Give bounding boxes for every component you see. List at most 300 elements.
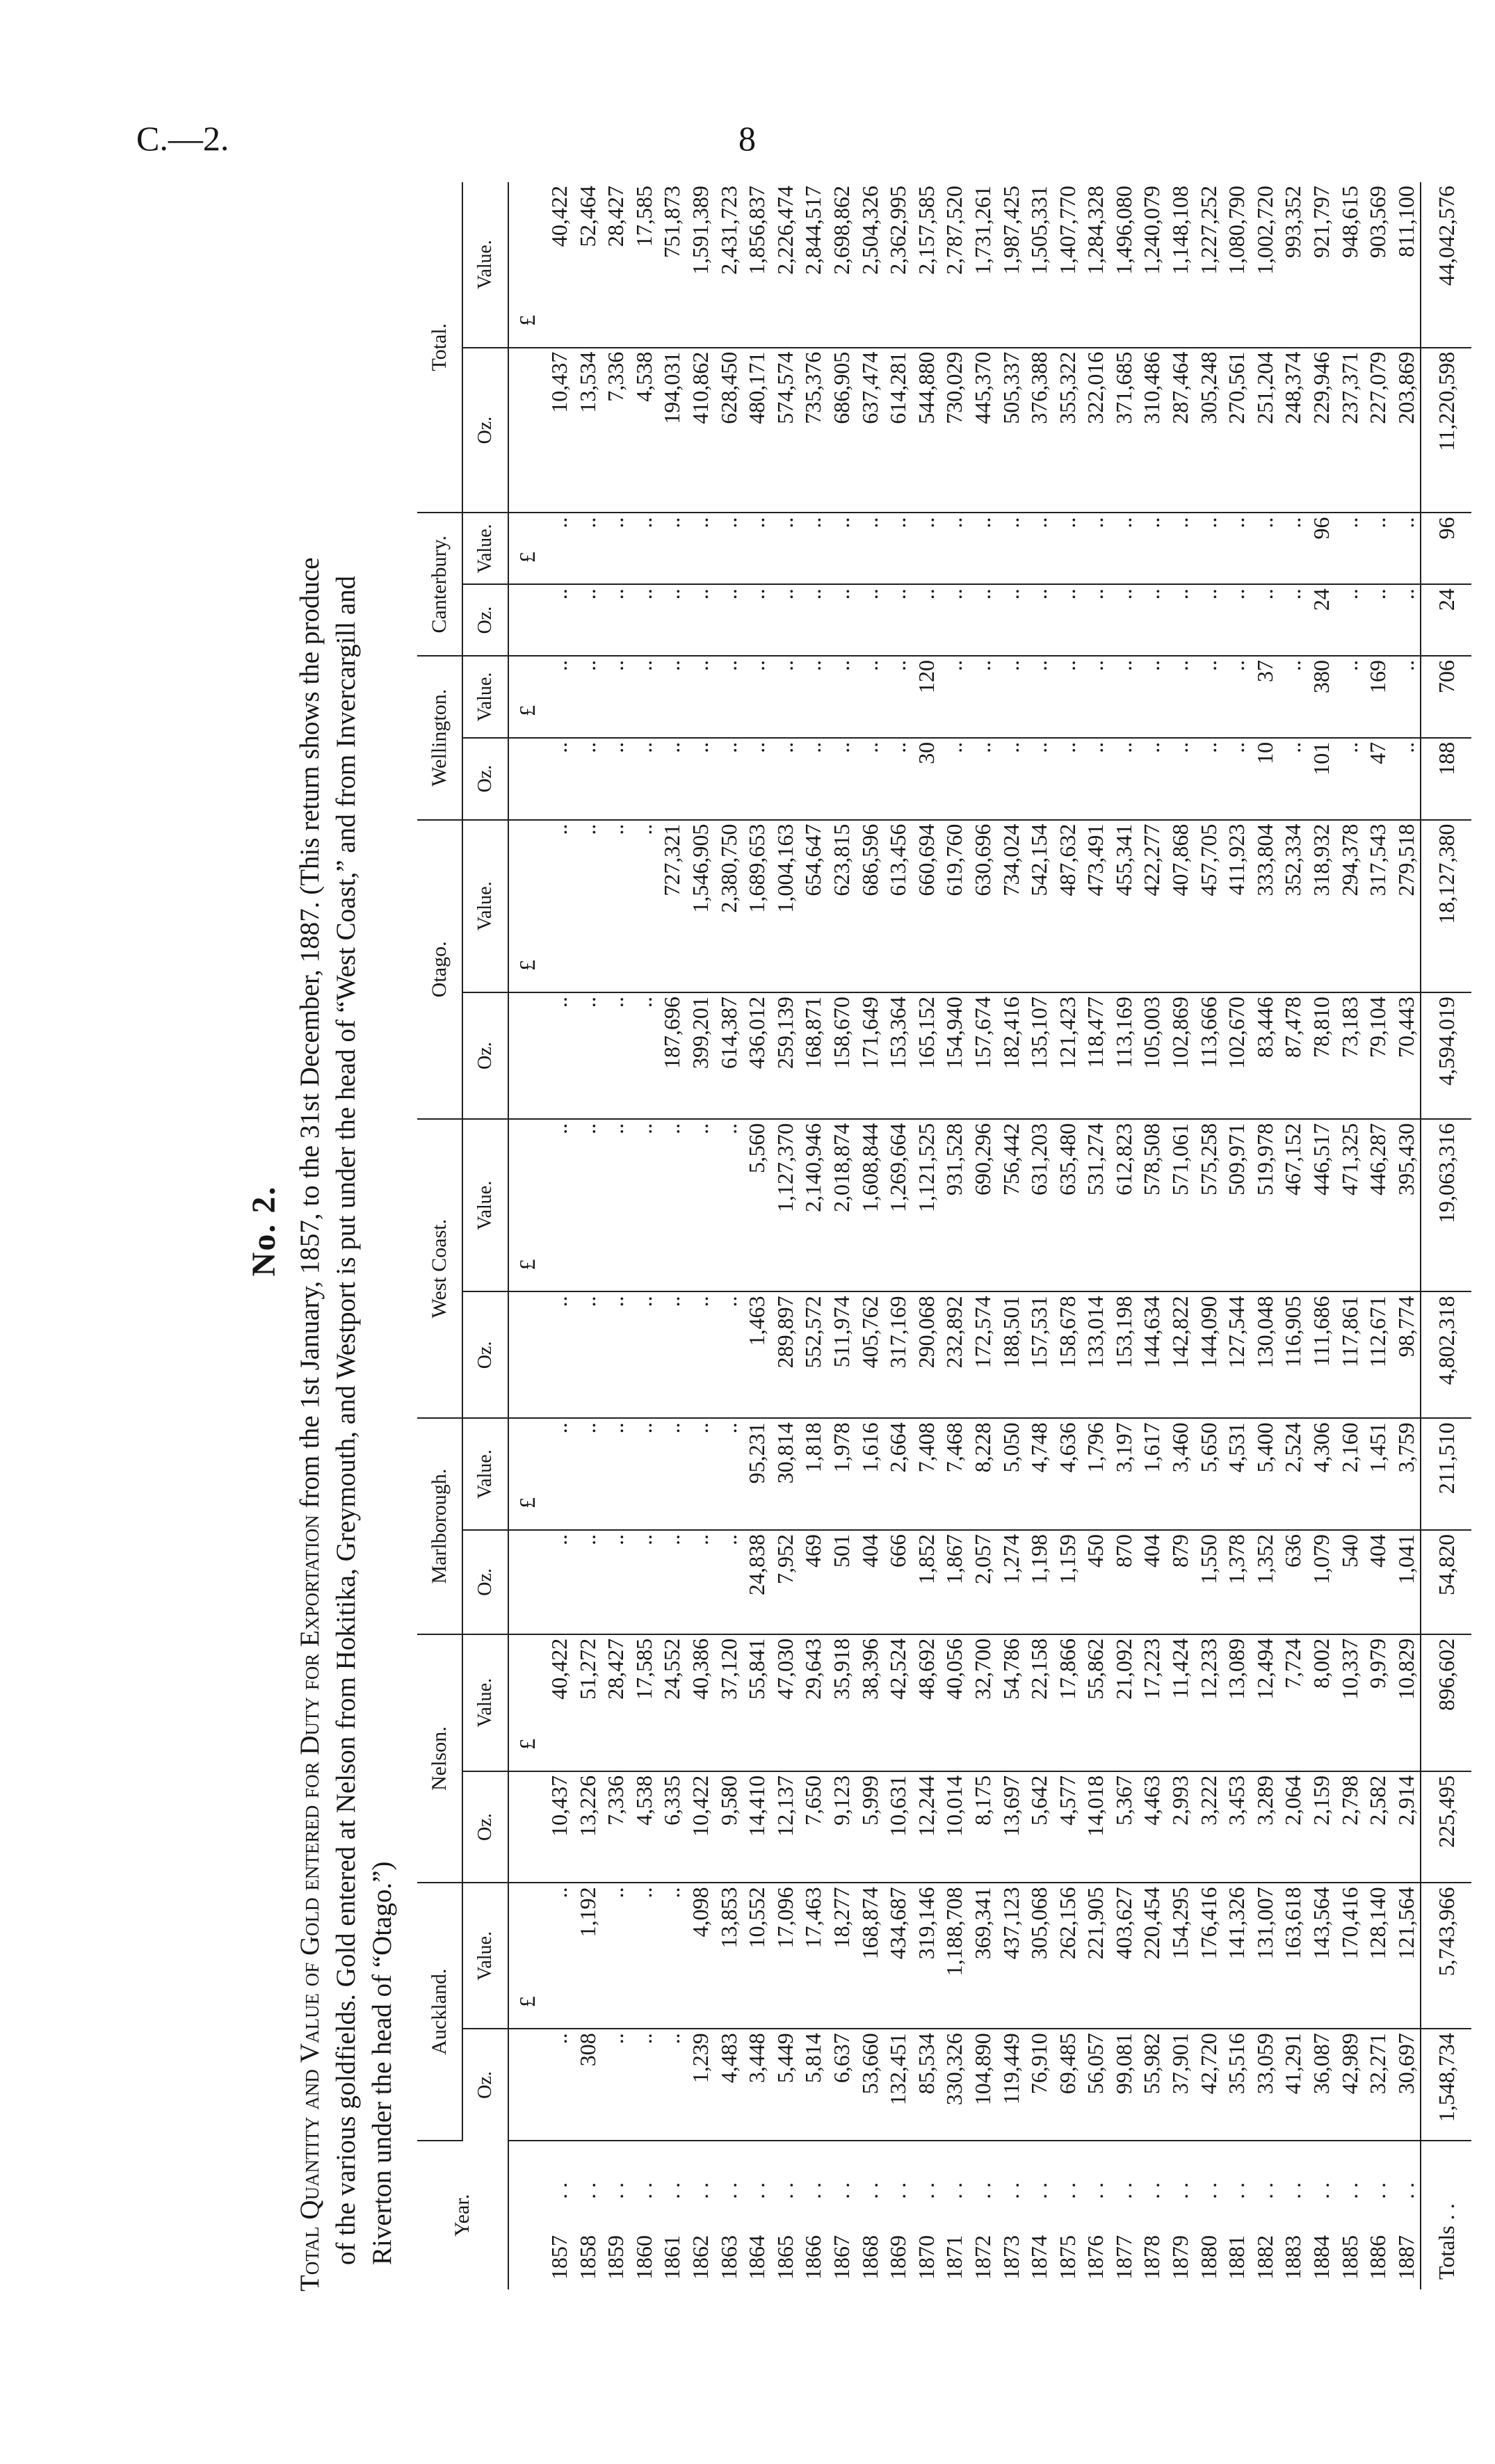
value-cell: 1,004,163: [771, 820, 800, 992]
value-cell: 12,233: [1195, 1634, 1223, 1771]
oz-cell: 203,869: [1392, 348, 1421, 513]
oz-cell: 4,538: [630, 348, 658, 513]
oz-cell: 10,014: [940, 1771, 969, 1883]
oz-cell: 153,198: [1110, 1291, 1138, 1418]
year-cell: [997, 2141, 1026, 2289]
value-cell: 55,862: [1081, 1634, 1110, 1771]
value-cell: 1,127,370: [771, 1119, 800, 1291]
value-cell: ..: [1336, 656, 1364, 738]
pound-sign: £: [508, 182, 545, 348]
table-row: [715, 182, 743, 2289]
total-value-cell: 706: [1421, 656, 1471, 738]
region-header: Total.: [417, 182, 462, 513]
oz-cell: 229,946: [1307, 348, 1336, 513]
oz-cell: 1,352: [1251, 1530, 1279, 1634]
value-cell: 32,700: [969, 1634, 997, 1771]
oz-cell: 182,416: [997, 992, 1026, 1119]
value-cell: 5,400: [1251, 1418, 1279, 1530]
table-row: [1110, 182, 1138, 2289]
oz-cell: 12,137: [771, 1771, 800, 1883]
caption-line-1: [292, 170, 328, 2292]
leader-dots: . .: [744, 2182, 770, 2199]
oz-cell: 404: [856, 1530, 884, 1634]
year-label: 1866: [800, 2235, 826, 2280]
value-cell: 1,451: [1364, 1418, 1392, 1530]
value-cell: ..: [658, 1883, 686, 2029]
oz-cell: 157,674: [969, 992, 997, 1119]
value-cell: ..: [912, 513, 941, 584]
oz-cell: ..: [856, 584, 884, 656]
year-label: 1882: [1252, 2235, 1277, 2280]
value-cell: ..: [601, 656, 630, 738]
oz-cell: ..: [658, 2029, 686, 2141]
oz-cell: 5,449: [771, 2029, 800, 2141]
total-value-cell: 5,743,966: [1421, 1883, 1471, 2029]
region-header: Auckland.: [417, 1883, 462, 2140]
oz-cell: 133,014: [1081, 1291, 1110, 1418]
total-oz-cell: 1,548,734: [1421, 2029, 1471, 2141]
year-label: 1872: [969, 2235, 995, 2280]
value-cell: 17,866: [1053, 1634, 1082, 1771]
value-cell: 403,627: [1110, 1883, 1138, 2029]
oz-cell: 98,774: [1392, 1291, 1421, 1418]
value-cell: 1,269,664: [884, 1119, 912, 1291]
oz-cell: ..: [771, 738, 800, 820]
value-cell: 319,146: [912, 1883, 941, 2029]
value-cell: 12,494: [1251, 1634, 1279, 1771]
oz-cell: 7,336: [601, 1771, 630, 1883]
value-cell: 22,158: [1025, 1634, 1053, 1771]
value-cell: 3,197: [1110, 1418, 1138, 1530]
value-cell: ..: [545, 820, 574, 992]
value-subheader: Value.: [462, 182, 508, 348]
value-cell: 487,632: [1053, 820, 1082, 992]
oz-cell: ..: [545, 584, 574, 656]
value-cell: 333,804: [1251, 820, 1279, 992]
table-row: [799, 182, 827, 2289]
oz-cell: 259,139: [771, 992, 800, 1119]
year-header: Year.: [417, 2141, 508, 2289]
leader-dots: . .: [603, 2182, 629, 2199]
value-cell: 2,157,585: [912, 182, 941, 348]
oz-cell: 85,534: [912, 2029, 941, 2141]
oz-cell: 10,437: [545, 348, 574, 513]
value-cell: 18,277: [827, 1883, 856, 2029]
value-cell: ..: [545, 513, 574, 584]
value-subheader: Value.: [462, 820, 508, 992]
value-cell: ..: [658, 1119, 686, 1291]
year-cell: [969, 2141, 997, 2289]
year-cell: [601, 2141, 630, 2289]
oz-cell: 10,631: [884, 1771, 912, 1883]
oz-cell: 445,370: [969, 348, 997, 513]
year-label: 1884: [1309, 2235, 1334, 2280]
value-cell: 921,797: [1307, 182, 1336, 348]
value-cell: 2,362,995: [884, 182, 912, 348]
value-cell: 407,868: [1166, 820, 1195, 992]
oz-cell: 399,201: [686, 992, 715, 1119]
value-cell: 434,687: [884, 1883, 912, 2029]
oz-subheader: Oz.: [462, 348, 508, 513]
oz-cell: ..: [1392, 584, 1421, 656]
value-cell: 24,552: [658, 1634, 686, 1771]
value-cell: 948,615: [1336, 182, 1364, 348]
leader-dots: . .: [631, 2182, 656, 2199]
value-cell: ..: [1025, 656, 1053, 738]
year-label: 1878: [1139, 2235, 1165, 2280]
oz-cell: 144,634: [1138, 1291, 1166, 1418]
oz-cell: 9,580: [715, 1771, 743, 1883]
value-cell: 473,491: [1081, 820, 1110, 992]
oz-cell: 7,336: [601, 348, 630, 513]
oz-cell: 187,696: [658, 992, 686, 1119]
oz-subheader: Oz.: [462, 2029, 508, 2141]
oz-subheader: Oz.: [462, 738, 508, 820]
table-row: [1025, 182, 1053, 2289]
value-cell: 734,024: [997, 820, 1026, 992]
oz-cell: 4,538: [630, 1771, 658, 1883]
value-cell: 1,284,328: [1081, 182, 1110, 348]
value-cell: 54,786: [997, 1634, 1026, 1771]
oz-cell: ..: [601, 1530, 630, 1634]
value-cell: 40,056: [940, 1634, 969, 1771]
oz-cell: 2,159: [1307, 1771, 1336, 1883]
value-cell: 686,596: [856, 820, 884, 992]
value-cell: 509,971: [1222, 1119, 1251, 1291]
currency-row-spacer: [508, 2141, 545, 2289]
value-cell: ..: [1110, 656, 1138, 738]
value-cell: ..: [1279, 656, 1307, 738]
oz-cell: ..: [601, 2029, 630, 2141]
value-cell: 21,092: [1110, 1634, 1138, 1771]
value-cell: 2,380,750: [715, 820, 743, 992]
table-row: [1195, 182, 1223, 2289]
oz-cell: 1,550: [1195, 1530, 1223, 1634]
value-cell: ..: [545, 1418, 574, 1530]
currency-row-spacer: [508, 2029, 545, 2141]
oz-cell: 42,989: [1336, 2029, 1364, 2141]
year-cell: [1392, 2141, 1421, 2289]
value-cell: 52,464: [574, 182, 602, 348]
table-number: No. 2.: [245, 1185, 282, 1277]
oz-cell: 251,204: [1251, 348, 1279, 513]
oz-cell: ..: [630, 584, 658, 656]
oz-cell: 24,838: [743, 1530, 771, 1634]
value-cell: ..: [545, 1883, 574, 2029]
oz-cell: 310,486: [1138, 348, 1166, 513]
value-cell: 380: [1307, 656, 1336, 738]
document-reference: C.—2.: [136, 119, 229, 158]
value-cell: 2,698,862: [827, 182, 856, 348]
value-cell: 2,844,517: [799, 182, 827, 348]
table-row: [1307, 182, 1336, 2289]
oz-cell: 83,446: [1251, 992, 1279, 1119]
value-cell: 294,378: [1336, 820, 1364, 992]
oz-cell: 5,814: [799, 2029, 827, 2141]
value-cell: 931,528: [940, 1119, 969, 1291]
oz-cell: ..: [1364, 584, 1392, 656]
year-cell: [799, 2141, 827, 2289]
year-label: 1876: [1083, 2235, 1108, 2280]
value-cell: ..: [574, 656, 602, 738]
oz-cell: 13,534: [574, 348, 602, 513]
region-header: Marlborough.: [417, 1418, 462, 1634]
value-cell: 1,617: [1138, 1418, 1166, 1530]
value-cell: 1,591,389: [686, 182, 715, 348]
value-cell: ..: [1392, 656, 1421, 738]
oz-cell: 730,029: [940, 348, 969, 513]
value-cell: ..: [997, 513, 1026, 584]
oz-cell: ..: [1166, 584, 1195, 656]
year-cell: [1222, 2141, 1251, 2289]
leader-dots: . .: [687, 2182, 713, 2199]
value-cell: 811,100: [1392, 182, 1421, 348]
oz-cell: 7,952: [771, 1530, 800, 1634]
oz-cell: 69,485: [1053, 2029, 1082, 2141]
oz-cell: ..: [997, 584, 1026, 656]
table-row: [574, 182, 602, 2289]
oz-cell: 1,159: [1053, 1530, 1082, 1634]
oz-cell: 540: [1336, 1530, 1364, 1634]
year-label: 1857: [547, 2235, 572, 2280]
value-cell: 2,524: [1279, 1418, 1307, 1530]
value-cell: 1,227,252: [1195, 182, 1223, 348]
value-cell: ..: [686, 1418, 715, 1530]
oz-cell: 4,577: [1053, 1771, 1082, 1883]
value-cell: ..: [771, 656, 800, 738]
year-cell: [545, 2141, 574, 2289]
value-cell: 13,089: [1222, 1634, 1251, 1771]
oz-cell: ..: [686, 1530, 715, 1634]
header-row-regions: [417, 182, 462, 2289]
value-cell: 10,829: [1392, 1634, 1421, 1771]
oz-cell: ..: [884, 584, 912, 656]
leader-dots: . .: [574, 2182, 600, 2199]
oz-cell: 5,642: [1025, 1771, 1053, 1883]
oz-cell: 404: [1138, 1530, 1166, 1634]
year-label: 1881: [1224, 2235, 1250, 2280]
value-cell: ..: [940, 656, 969, 738]
rotated-table-block: [236, 125, 1495, 2420]
oz-cell: 87,478: [1279, 992, 1307, 1119]
table-row: [771, 182, 800, 2289]
oz-cell: 544,880: [912, 348, 941, 513]
oz-cell: 70,443: [1392, 992, 1421, 1119]
value-cell: 5,560: [743, 1119, 771, 1291]
value-subheader: Value.: [462, 656, 508, 738]
oz-cell: 8,175: [969, 1771, 997, 1883]
oz-cell: 157,531: [1025, 1291, 1053, 1418]
year-label: 1873: [998, 2235, 1024, 2280]
value-cell: 467,152: [1279, 1119, 1307, 1291]
leader-dots: . .: [1054, 2182, 1080, 2199]
oz-cell: ..: [1251, 584, 1279, 656]
year-label: 1877: [1110, 2235, 1136, 2280]
year-cell: [1138, 2141, 1166, 2289]
value-subheader: Value.: [462, 1418, 508, 1530]
value-cell: 17,223: [1138, 1634, 1166, 1771]
currency-row-spacer: [508, 1291, 545, 1418]
year-label: 1859: [603, 2235, 629, 2280]
year-label: 1864: [744, 2235, 770, 2280]
oz-cell: ..: [630, 992, 658, 1119]
table-row: [743, 182, 771, 2289]
value-cell: 163,618: [1279, 1883, 1307, 2029]
oz-cell: ..: [1222, 738, 1251, 820]
oz-cell: ..: [997, 738, 1026, 820]
value-cell: ..: [1053, 656, 1082, 738]
year-cell: [1195, 2141, 1223, 2289]
oz-cell: 144,090: [1195, 1291, 1223, 1418]
oz-cell: ..: [940, 584, 969, 656]
value-cell: 7,408: [912, 1418, 941, 1530]
oz-cell: ..: [1053, 738, 1082, 820]
oz-cell: ..: [884, 738, 912, 820]
oz-cell: 30: [912, 738, 941, 820]
value-cell: 575,258: [1195, 1119, 1223, 1291]
oz-cell: 405,762: [856, 1291, 884, 1418]
year-cell: [658, 2141, 686, 2289]
oz-cell: 879: [1166, 1530, 1195, 1634]
year-cell: [771, 2141, 800, 2289]
value-cell: 751,873: [658, 182, 686, 348]
oz-cell: ..: [715, 1291, 743, 1418]
leader-dots: . .: [547, 2182, 572, 2199]
value-cell: ..: [545, 1119, 574, 1291]
leader-dots: . .: [1110, 2182, 1136, 2199]
total-value-cell: 211,510: [1421, 1418, 1471, 1530]
caption-line-2: of the various goldfields. Gold entered at Nelson from Hokitika, Greymouth, and Westport is put under the head of “West Coast,” and from Invercargill and: [331, 575, 361, 2265]
leader-dots: . .: [1336, 2182, 1362, 2199]
year-cell: [884, 2141, 912, 2289]
total-oz-cell: 4,594,019: [1421, 992, 1471, 1119]
value-cell: 1,240,079: [1138, 182, 1166, 348]
value-cell: 654,647: [799, 820, 827, 992]
table-row: [658, 182, 686, 2289]
value-cell: ..: [1110, 513, 1138, 584]
oz-cell: ..: [545, 738, 574, 820]
value-cell: ..: [884, 656, 912, 738]
value-cell: 38,396: [856, 1634, 884, 1771]
oz-cell: ..: [1336, 584, 1364, 656]
value-cell: 437,123: [997, 1883, 1026, 2029]
oz-cell: ..: [1222, 584, 1251, 656]
value-cell: 630,696: [969, 820, 997, 992]
leader-dots: . .: [1026, 2182, 1052, 2199]
table-row: [1279, 182, 1307, 2289]
leader-dots: . .: [1280, 2182, 1306, 2199]
oz-cell: 469: [799, 1530, 827, 1634]
oz-cell: 237,371: [1336, 348, 1364, 513]
oz-cell: 117,861: [1336, 1291, 1364, 1418]
oz-cell: ..: [686, 738, 715, 820]
oz-cell: 1,852: [912, 1530, 941, 1634]
table-row: [1392, 182, 1421, 2289]
oz-cell: ..: [545, 1530, 574, 1634]
value-cell: 2,504,326: [856, 182, 884, 348]
value-cell: 2,160: [1336, 1418, 1364, 1530]
value-cell: 756,442: [997, 1119, 1026, 1291]
leader-dots: . .: [828, 2182, 854, 2199]
caption-title: Total Quantity and Value of Gold entered for Duty for Exportation: [295, 1515, 325, 2292]
value-cell: 120: [912, 656, 941, 738]
oz-subheader: Oz.: [462, 1530, 508, 1634]
totals-row: [1421, 182, 1471, 2289]
value-cell: ..: [856, 513, 884, 584]
value-cell: 369,341: [969, 1883, 997, 2029]
value-cell: ..: [1279, 513, 1307, 584]
oz-cell: 574,574: [771, 348, 800, 513]
oz-cell: 450: [1081, 1530, 1110, 1634]
oz-cell: 13,697: [997, 1771, 1026, 1883]
value-cell: 3,759: [1392, 1418, 1421, 1530]
year-cell: [940, 2141, 969, 2289]
oz-cell: 305,248: [1195, 348, 1223, 513]
leader-dots: . .: [1224, 2182, 1250, 2199]
oz-cell: 79,104: [1364, 992, 1392, 1119]
oz-cell: 172,574: [969, 1291, 997, 1418]
value-cell: 17,463: [799, 1883, 827, 2029]
table-row: [1053, 182, 1082, 2289]
value-cell: 40,422: [545, 182, 574, 348]
oz-cell: 1,079: [1307, 1530, 1336, 1634]
oz-cell: 14,018: [1081, 1771, 1110, 1883]
oz-cell: 37,901: [1166, 2029, 1195, 2141]
value-cell: ..: [715, 513, 743, 584]
oz-cell: ..: [1138, 738, 1166, 820]
total-oz-cell: 188: [1421, 738, 1471, 820]
value-cell: 1,546,905: [686, 820, 715, 992]
oz-cell: ..: [574, 1291, 602, 1418]
region-header: Nelson.: [417, 1634, 462, 1883]
caption-line-3: Riverton under the head of “Otago.”): [367, 1861, 397, 2265]
oz-cell: ..: [658, 1291, 686, 1418]
leader-dots: . .: [885, 2182, 911, 2199]
oz-cell: ..: [658, 738, 686, 820]
oz-cell: 1,274: [997, 1530, 1026, 1634]
value-cell: 305,068: [1025, 1883, 1053, 2029]
caption-date-range: from the 1st January, 1857, to the 31st December, 1887. (This return shows the produce: [295, 557, 325, 1515]
table-row: [969, 182, 997, 2289]
oz-cell: ..: [601, 584, 630, 656]
value-cell: 221,905: [1081, 1883, 1110, 2029]
page-number: 8: [738, 119, 756, 158]
value-cell: ..: [969, 656, 997, 738]
leader-dots: . .: [716, 2182, 741, 2199]
leader-dots: . .: [969, 2182, 995, 2199]
oz-cell: 404: [1364, 1530, 1392, 1634]
value-subheader: Value.: [462, 1883, 508, 2029]
oz-cell: ..: [574, 1530, 602, 1634]
total-value-cell: 44,042,576: [1421, 182, 1471, 348]
oz-cell: ..: [1336, 738, 1364, 820]
oz-cell: ..: [799, 584, 827, 656]
value-cell: 1,407,770: [1053, 182, 1082, 348]
oz-cell: 287,464: [1166, 348, 1195, 513]
value-cell: ..: [574, 1418, 602, 1530]
year-label: 1867: [828, 2235, 854, 2280]
value-cell: 727,321: [658, 820, 686, 992]
value-cell: ..: [715, 656, 743, 738]
oz-cell: ..: [1110, 738, 1138, 820]
value-cell: 578,508: [1138, 1119, 1166, 1291]
value-cell: ..: [630, 1883, 658, 2029]
oz-cell: 4,483: [715, 2029, 743, 2141]
oz-cell: 637,474: [856, 348, 884, 513]
year-label: 1870: [913, 2235, 939, 2280]
leader-dots: . .: [659, 2182, 685, 2199]
year-cell: [630, 2141, 658, 2289]
